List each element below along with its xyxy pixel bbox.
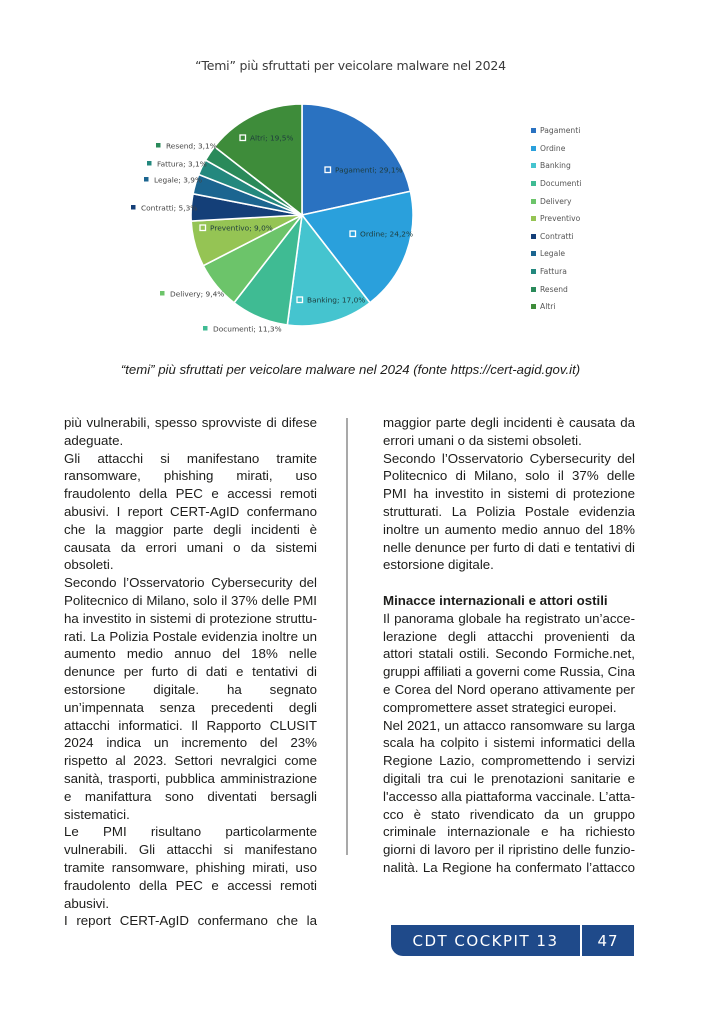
figure-caption: “temi” più sfruttati per veicolare malware nel 2024 (fonte https://cert-agid.gov.it) <box>120 362 581 377</box>
svg-text:Legale; 3,9%: Legale; 3,9% <box>154 175 202 185</box>
paragraph: Nel 2021, un attacco ransomware su larga scala ha colpito i sistemi informatici della Regione Lazio, compromettendo i servizi digitali tra cui le prenotazioni sanitarie e l'accesso alla piattaforma vaccinale. L’attacco è stato rivendicato da un gruppo criminale internazionale e ha richiesto giorni di lavoro per il ripristino delle funzionalità. La Regione ha confermato l’attacco <box>383 717 635 875</box>
legend-label: Ordine <box>540 143 566 153</box>
chart-legend <box>531 122 581 316</box>
slice-label <box>325 166 403 175</box>
legend-swatch-icon <box>531 304 536 309</box>
legend-item-legale <box>531 245 581 263</box>
legend-item-delivery <box>531 192 581 210</box>
column-divider <box>346 418 348 855</box>
svg-text:Ordine; 24,2%: Ordine; 24,2% <box>360 229 414 239</box>
legend-swatch-icon <box>531 163 536 168</box>
slice-label <box>203 325 282 334</box>
page-number: 47 <box>582 925 634 956</box>
legend-label: Banking <box>540 161 571 171</box>
page-footer <box>391 925 634 956</box>
legend-swatch-icon <box>531 128 536 133</box>
article-column-right <box>383 414 635 877</box>
legend-item-ordine <box>531 140 581 158</box>
legend-swatch-icon <box>531 146 536 151</box>
legend-swatch-icon <box>531 269 536 274</box>
legend-label: Resend <box>540 284 568 294</box>
legend-item-resend <box>531 280 581 298</box>
svg-text:Documenti; 11,3%: Documenti; 11,3% <box>213 324 282 334</box>
legend-item-fattura <box>531 263 581 281</box>
svg-text:Preventivo; 9,0%: Preventivo; 9,0% <box>210 223 273 233</box>
legend-item-documenti <box>531 175 581 193</box>
legend-label: Preventivo <box>540 214 581 224</box>
svg-text:Altri; 19,5%: Altri; 19,5% <box>250 133 294 143</box>
svg-text:Delivery; 9,4%: Delivery; 9,4% <box>170 289 225 299</box>
legend-label: Contratti <box>540 231 574 241</box>
publication-title: CDT COCKPIT 13 <box>391 925 580 956</box>
slice-label <box>160 290 224 299</box>
legend-item-contratti <box>531 228 581 246</box>
legend-swatch-icon <box>531 181 536 186</box>
legend-label: Documenti <box>540 179 582 189</box>
slice-label <box>297 296 365 305</box>
legend-label: Altri <box>540 302 556 312</box>
legend-swatch-icon <box>531 251 536 256</box>
legend-label: Fattura <box>540 267 567 277</box>
slice-label <box>131 204 197 213</box>
article-column-left <box>64 414 317 930</box>
svg-text:Resend; 3,1%: Resend; 3,1% <box>166 141 217 151</box>
legend-label: Delivery <box>540 196 572 206</box>
legend-item-pagamenti <box>531 122 581 140</box>
paragraph: I report CERT-AgID confermano che la <box>64 913 317 929</box>
legend-item-altri <box>531 298 581 316</box>
slice-label <box>156 142 217 151</box>
pie-chart <box>0 0 701 350</box>
svg-text:Contratti; 5,3%: Contratti; 5,3% <box>141 203 198 213</box>
legend-swatch-icon <box>531 216 536 221</box>
legend-swatch-icon <box>531 287 536 292</box>
slice-label <box>350 230 413 239</box>
section-heading: Minacce internazionali e attori ostili <box>383 592 608 608</box>
slice-label <box>147 160 207 169</box>
paragraph: più vulnerabili, spesso sprovviste di difese adeguate. <box>64 415 317 448</box>
slice-label <box>200 224 273 233</box>
legend-swatch-icon <box>531 199 536 204</box>
svg-text:Pagamenti; 29,1%: Pagamenti; 29,1% <box>335 165 403 175</box>
paragraph: Gli attacchi si manifestano tramite ransomware, phishing mirati, uso fraudolento della PEC e accessi remoti abusivi. I report CERT-AgID confermano che la maggior parte degli incidenti è causata da errori umani o da sistemi obsoleti. <box>64 450 317 573</box>
svg-text:Fattura; 3,1%: Fattura; 3,1% <box>157 159 207 169</box>
paragraph: Secondo l’Osservatorio Cybersecurity del Politecnico di Milano, solo il 37% delle PMI ha investito in sistemi di protezione strutturati. La Polizia Postale evidenzia inoltre un aumento medio annuo del 18% nelle denunce per furto di dati e tentativi di estorsione digitale. <box>383 450 635 573</box>
legend-item-preventivo <box>531 210 581 228</box>
chart-title: “Temi” più sfruttati per veicolare malware nel 2024 <box>195 58 506 73</box>
paragraph: Il panorama globale ha registrato un’accelerazione degli attacchi provenienti da attori statali ostili. Secondo Formiche.net, gruppi affiliati a governi come Russia, Cina e Corea del Nord operano attivamente per compromettere asset strategici europei. <box>383 610 635 715</box>
paragraph: maggior parte degli incidenti è causata da errori umani o da sistemi obsoleti. <box>383 415 635 448</box>
paragraph: Le PMI risultano particolarmente vulnerabili. Gli attacchi si manifestano tramite ransomware, phishing mirati, uso fraudolento della PEC e accessi remoti abusivi. <box>64 824 317 911</box>
legend-item-banking <box>531 157 581 175</box>
legend-label: Pagamenti <box>540 126 581 136</box>
pie-chart-figure <box>0 0 701 350</box>
svg-text:Banking; 17,0%: Banking; 17,0% <box>307 295 366 305</box>
paragraph: Secondo l’Osservatorio Cybersecurity del Politecnico di Milano, solo il 37% delle PMI ha investito in sistemi di protezione strutturati. La Polizia Postale evidenzia inoltre un aumento medio annuo del 18% nelle denunce per furto di dati e tentativi di estorsione digitale. ha segnato un’impennata senza precedenti degli attacchi informatici. Il Rapporto CLUSIT 2024 indica un incremento del 23% rispetto al 2023. Settori nevralgici come sanità, trasporti, pubblica amministrazione e manifattura sono diventati bersagli sistematici. <box>64 575 317 822</box>
legend-label: Legale <box>540 249 566 259</box>
slice-label <box>144 176 202 185</box>
legend-swatch-icon <box>531 234 536 239</box>
